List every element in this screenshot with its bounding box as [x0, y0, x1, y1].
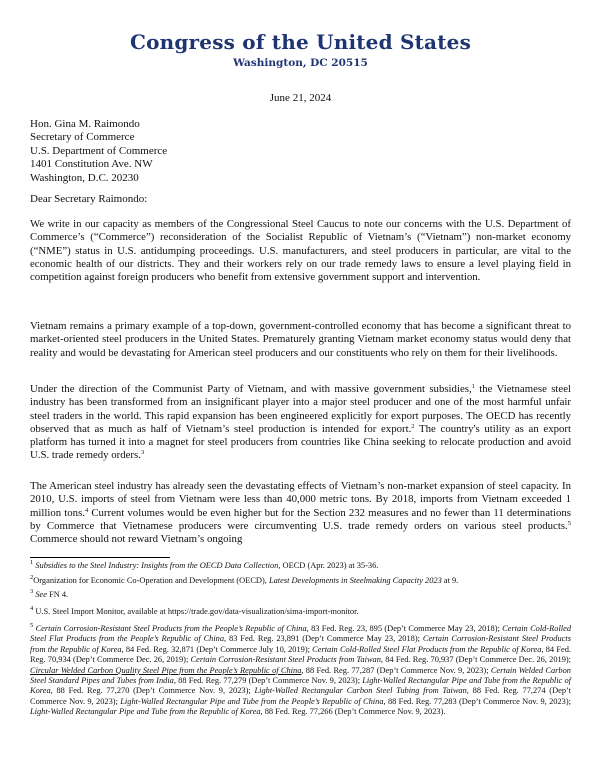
case-citation: , 84 Fed. Reg. 32,871 (Dep’t Commerce July 10, 2019);	[121, 644, 313, 654]
paragraph-2	[30, 320, 571, 360]
case-title: Certain Welded Carbon Steel Standard Pipes and Tubes from India	[30, 665, 571, 686]
case-citation: , 88 Fed. Reg. 77,287 (Dep’t Commerce Nov. 9, 2023);	[301, 665, 491, 675]
paragraph-text: Vietnam remains a primary example of a top-down, government-controlled economy that has become a significant threat to market-oriented steel producers in the United States. Prematurely granting Vietnam market economy status would deny that reality and would be devastating for American steel producers and our constituents who rely on them for their livelihoods.	[30, 320, 571, 359]
footnote-4	[30, 607, 571, 617]
case-title: Certain Corrosion-Resistant Steel Products from the Republic of Korea	[30, 634, 571, 654]
paragraph-text: Current volumes would be even higher but for the Section 232 measures and no fewer than 11 determinations by Commerce that Vietnamese producers were circumventing U.S. trade remedy orders on various steel products.	[30, 506, 571, 532]
footnote-mark: 3	[30, 588, 34, 595]
recipient-line: Secretary of Commerce	[30, 131, 135, 144]
paragraph-text: We write in our capacity as members of the Congressional Steel Caucus to note our concerns with the U.S. Department of Commerce’s (“Commerce”) reconsideration of the Socialist Republic of Vietnam’s (“Vietnam”) non-market economy (“NME”) status in U.S. antidumping proceedings. U.S. manufacturers, and steel producers in particular, are vital to the economic health of our districts. They and their workers rely on our trade remedy laws to ensure a level playing field in competition against foreign producers who benefit from extensive government support and intervention.	[30, 218, 571, 284]
footnote-5	[30, 624, 571, 718]
salutation: Dear Secretary Raimondo:	[30, 193, 148, 205]
footnote-text: Organization for Economic Co-Operation and Development (OECD),	[33, 576, 269, 585]
case-title: Circular Welded Carbon Quality Steel Pipe from the People’s Republic of China	[30, 665, 302, 675]
case-citation: , 88 Fed. Reg. 77,270 (Dep’t Commerce Nov. 9, 2023);	[50, 686, 255, 696]
case-title: Certain Cold-Rolled Steel Flat Products from the Republic of Korea	[312, 644, 542, 654]
footnote-see: See	[35, 590, 47, 599]
paragraph-1	[30, 218, 571, 284]
footnote-divider	[30, 557, 170, 558]
case-title: Certain Corrosion-Resistant Steel Products from Taiwan	[190, 655, 381, 665]
case-title: Light-Walled Rectangular Carbon Steel Tubing from Taiwan	[254, 686, 467, 696]
footnote-mark: 2	[30, 574, 34, 581]
case-title: Certain Corrosion-Resistant Steel Products from the People’s Republic of China	[35, 624, 307, 633]
paragraph-4	[30, 480, 571, 546]
footnote-text: at 9.	[441, 576, 459, 585]
paragraph-text: The American steel industry has already seen the devastating effects of Vietnam’s non-market expansion of steel capacity. In 2010, U.S. imports of steel from Vietnam were less than 40,000 metric tons. By 2018, imports from Vietnam exceeded 1 million tons.	[30, 480, 571, 519]
paragraph-text: the Vietnamese steel industry has been transformed from an insignificant player into a major steel producer and one of the most harmful unfair steel traders in the world. This rapid expansion has been engineered explicitly for export purposes. The OECD has recently observed that as much as half of Vietnam’s steel production is intended for export.	[30, 383, 571, 435]
case-title: Light-Walled Rectangular Pipe and Tube from the Republic of Korea	[30, 676, 571, 696]
footnote-3	[30, 590, 571, 600]
footnote-mark: 5	[567, 519, 571, 527]
letterhead-location: Washington, DC 20515	[233, 57, 368, 69]
footnote-mark: 1	[30, 559, 34, 566]
case-title: Certain Cold-Rolled Steel Flat Products from the People’s Republic of China	[30, 624, 572, 644]
paragraph-text: The country's utility as an export platform has turned it into a magnet for steel producers from countries like China seeking to relocate production and avoid U.S. trade remedy orders.	[30, 422, 571, 462]
footnote-source-title: Latest Developments in Steelmaking Capacity 2023	[268, 576, 442, 585]
case-citation: , 88 Fed. Reg. 77,279 (Dep’t Commerce Nov. 9, 2023);	[173, 676, 363, 686]
recipient-address	[30, 118, 167, 185]
footnote-mark: 1	[471, 383, 475, 390]
case-citation: , 88 Fed. Reg. 77,274 (Dep’t Commerce Nov. 9, 2023);	[30, 686, 571, 706]
footnote-source-title: Subsidies to the Steel Industry: Insights from the OECD Data Collection	[35, 561, 279, 570]
case-citation: , 84 Fed. Reg. 70,937 (Dep’t Commerce Dec. 26, 2019);	[380, 655, 571, 665]
paragraph-3	[30, 383, 571, 463]
recipient-line: Washington, D.C. 20230	[30, 171, 139, 184]
footnote-mark: 3	[140, 449, 145, 457]
case-title: Light-Walled Rectangular Pipe and Tube from the Republic of Korea	[30, 707, 261, 717]
letter-date: June 21, 2024	[269, 92, 332, 104]
case-citation: , 83 Fed. Reg. 23,891 (Dep’t Commerce May 23, 2018);	[224, 634, 423, 644]
footnote-mark: 5	[30, 622, 34, 629]
case-citation: , 88 Fed. Reg. 77,283 (Dep’t Commerce Nov. 9, 2023);	[383, 696, 571, 706]
footnote-mark: 2	[411, 422, 415, 430]
letterhead-title: Congress of the United States	[129, 30, 472, 54]
footnote-text: FN 4.	[46, 590, 69, 599]
recipient-line: 1401 Constitution Ave. NW	[30, 158, 153, 171]
footnote-text: , OECD (Apr. 2023) at 35-36.	[278, 561, 379, 570]
recipient-line: Hon. Gina M. Raimondo	[30, 118, 140, 130]
paragraph-text: Under the direction of the Communist Party of Vietnam, and with massive government subsidies,	[30, 383, 472, 395]
footnote-text: U.S. Steel Import Monitor, available at https://trade.gov/data-visualization/sima-import-monitor.	[35, 607, 359, 616]
case-citation: , 88 Fed. Reg. 77,266 (Dep’t Commerce Nov. 9, 2023).	[260, 707, 446, 717]
recipient-line: U.S. Department of Commerce	[30, 144, 168, 157]
footnote-mark: 4	[84, 506, 89, 514]
case-citation: , 84 Fed. Reg. 70,934 (Dep’t Commerce Dec. 26, 2019);	[30, 644, 571, 665]
footnote-mark: 4	[30, 605, 34, 612]
case-title: Light-Walled Rectangular Pipe and Tube from the People’s Republic of China	[120, 696, 384, 706]
paragraph-text: Commerce should not reward Vietnam’s ongoing	[30, 533, 243, 546]
footnote-2	[30, 576, 571, 586]
footnote-1	[30, 561, 571, 571]
case-citation: , 83 Fed. Reg. 23, 895 (Dep’t Commerce May 23, 2018);	[306, 624, 503, 633]
